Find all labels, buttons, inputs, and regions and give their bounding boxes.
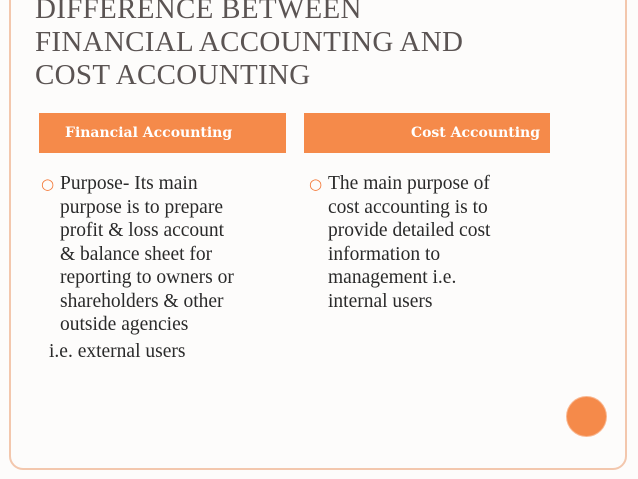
text-line: information to	[328, 243, 441, 265]
text-line: outside agencies	[60, 314, 189, 335]
financial-accounting-header: Financial Accounting	[39, 113, 286, 153]
list-item	[309, 172, 549, 313]
title-line: FINANCIAL ACCOUNTING AND	[35, 26, 464, 58]
cost-accounting-header: Cost Accounting	[304, 113, 550, 153]
text-line: provide detailed cost	[328, 220, 491, 241]
text-line: Purpose- Its main	[60, 173, 198, 194]
circle-outline-bullet-icon: ○	[309, 175, 323, 193]
external-users-note: i.e. external users	[49, 340, 186, 362]
text-line: profit & loss account	[60, 220, 225, 241]
text-line: The main purpose of	[328, 173, 490, 194]
text-line: management i.e.	[328, 267, 457, 288]
decorative-orange-circle	[567, 397, 606, 436]
text-line: internal users	[328, 290, 433, 312]
text-line: purpose is to prepare	[60, 196, 223, 218]
circle-outline-bullet-icon: ○	[41, 175, 55, 193]
financial-accounting-column	[41, 172, 291, 363]
text-line: cost accounting is to	[328, 196, 488, 218]
title-line: DIFFERENCE BETWEEN	[35, 0, 362, 25]
text-line: shareholders & other	[60, 290, 224, 312]
cost-accounting-column	[309, 172, 549, 313]
title-line: COST ACCOUNTING	[35, 59, 311, 91]
slide-title	[35, 0, 595, 92]
text-line: reporting to owners or	[60, 267, 234, 288]
list-item	[41, 172, 291, 337]
text-line: & balance sheet for	[60, 243, 213, 265]
